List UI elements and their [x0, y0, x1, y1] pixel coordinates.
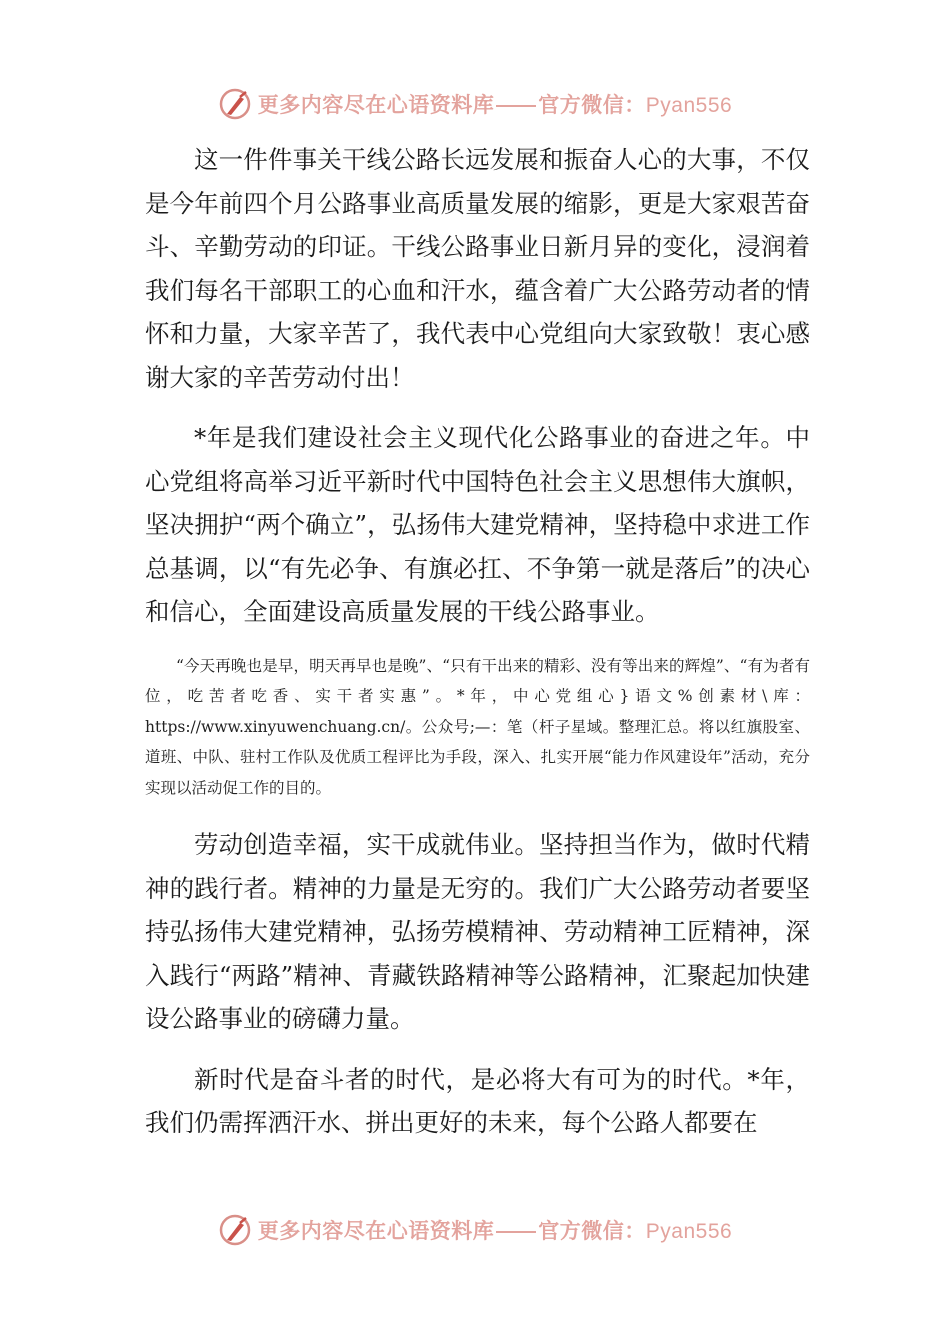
paragraph: 劳动创造幸福，实干成就伟业。坚持担当作为，做时代精神的践行者。精神的力量是无穷的。我们广大公路劳动者要坚持弘扬伟大建党精神，弘扬劳模精神、劳动精神工匠精神，深入践行“两路”精神、青藏铁路精神等公路精神，汇聚起加快建设公路事业的磅礴力量。	[145, 830, 810, 1033]
header-banner	[0, 84, 950, 124]
paragraph: *年是我们建设社会主义现代化公路事业的奋进之年。中心党组将高举习近平新时代中国特色社会主义思想伟大旗帜，坚决拥护“两个确立”，弘扬伟大建党精神，坚持稳中求进工作总基调，以“有先必争、有旗必扛、不争第一就是落后”的决心和信心，全面建设高质量发展的干线公路事业。	[145, 423, 810, 626]
banner-text: 更多内容尽在心语资料库 官方微信：Pyan556	[257, 93, 733, 117]
banner-dash	[496, 105, 536, 107]
quill-pen-icon	[218, 1213, 252, 1247]
footer-banner	[0, 1210, 950, 1250]
paragraph: 这一件件事关干线公路长远发展和振奋人心的大事，不仅是今年前四个月公路事业高质量发展的缩影，更是大家艰苦奋斗、辛勤劳动的印证。干线公路事业日新月异的变化，浸润着我们每名干部职工的心血和汗水，蕴含着广大公路劳动者的情怀和力量，大家辛苦了，我代表中心党组向大家致敬！衷心感谢大家的辛苦劳动付出！	[145, 145, 810, 392]
banner-dash	[496, 1231, 536, 1233]
quill-pen-icon	[218, 87, 252, 121]
document-body	[145, 138, 810, 1162]
paragraph: 新时代是奋斗者的时代，是必将大有可为的时代。*年，我们仍需挥洒汗水、拼出更好的未来，每个公路人都要在	[145, 1064, 810, 1137]
banner-text: 更多内容尽在心语资料库 官方微信：Pyan556	[257, 1219, 733, 1243]
small-paragraph: “今天再晚也是早，明天再早也是晚”、“只有干出来的精彩、没有等出来的辉煌”、“有为者有位，吃苦者吃香、实干者实惠”。*年，中心党组心}语文%创素材\库：https://www.xinyuwenchuang.cn/。公众号;—：笔（杆子星域。整理汇总。将以红旗股室、道班、中队、驻村工作队及优质工程评比为手段，深入、扎实开展“能力作风建设年”活动，充分实现以活动促工作的目的。	[145, 656, 810, 797]
